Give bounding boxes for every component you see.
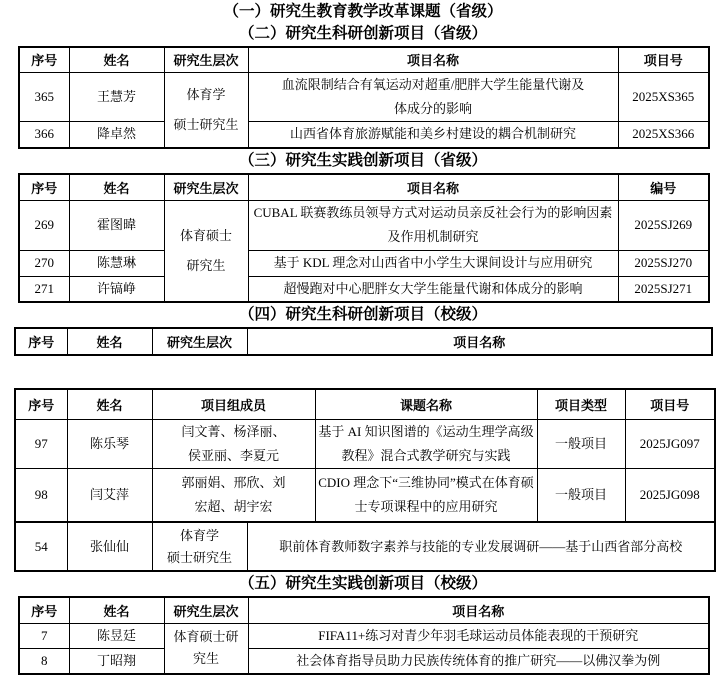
table-row [15,522,715,571]
cell-name: 闫艾萍 [67,468,152,522]
table-provincial-research-innovation [18,46,710,149]
cell-members: 郭丽娟、邢欣、刘宏超、胡宇宏 [152,468,315,522]
col-header-type: 项目类型 [537,389,625,419]
section-heading-1: （一）研究生教育教学改革课题（省级） [223,3,503,20]
cell-title: 基于 AI 知识图谱的《运动生理学高级教程》混合式教学研究与实践 [315,419,537,468]
table-row [19,72,709,121]
cell-project: 血流限制结合有氧运动对超重/肥胖大学生能量代谢及体成分的影响 [248,72,618,121]
col-header-serial: 序号 [19,174,69,200]
cell-name: 王慧芳 [69,72,164,121]
col-header-level: 研究生层次 [164,174,248,200]
blank-gap [0,356,726,388]
cell-project: CUBAL 联赛教练员领导方式对运动员亲反社会行为的影响因素及作用机制研究 [248,200,618,250]
cell-name: 陈乐琴 [67,419,152,468]
table-row [19,200,709,250]
col-header-name: 姓名 [67,389,152,419]
table-row [19,121,709,148]
cell-level: 体育学 硕士研究生 [152,522,247,571]
cell-project: 职前体育教师数字素养与技能的专业发展调研——基于山西省部分高校 [247,522,715,571]
section-heading-4: （四）研究生科研创新项目（校级） [238,306,487,323]
cell-code: 2025JG097 [625,419,715,468]
section-heading-5: （五）研究生实践创新项目（校级） [238,575,487,592]
col-header-serial: 序号 [15,389,67,419]
cell-project: 超慢跑对中心肥胖女大学生能量代谢和体成分的影响 [248,276,618,302]
col-header-level: 研究生层次 [164,597,248,623]
cell-name: 陈昱廷 [69,623,164,648]
section-heading-2: （二）研究生科研创新项目（省级） [238,25,487,42]
cell-level: 体育硕士研 究生 [164,623,248,674]
col-header-serial: 序号 [15,328,67,355]
cell-name: 许镐峥 [69,276,164,302]
cell-level: 体育学 硕士研究生 [164,72,248,148]
table-provincial-practice-innovation [18,173,710,303]
col-header-code: 项目号 [625,389,715,419]
table-campus-teaching-reform [14,388,716,523]
col-header-serial: 序号 [19,597,69,623]
cell-project: 山西省体育旅游赋能和美乡村建设的耦合机制研究 [248,121,618,148]
col-header-name: 姓名 [69,174,164,200]
col-header-code: 项目号 [618,47,709,72]
table-campus-research-row [14,521,716,572]
table-row [19,648,709,674]
col-header-project: 项目名称 [248,597,709,623]
cell-code: 2025JG098 [625,468,715,522]
cell-code: 2025SJ270 [618,250,709,276]
col-header-members: 项目组成员 [152,389,315,419]
cell-serial: 366 [19,121,69,148]
cell-name: 降卓然 [69,121,164,148]
table-row [15,468,715,522]
cell-serial: 97 [15,419,67,468]
col-header-name: 姓名 [69,47,164,72]
cell-serial: 8 [19,648,69,674]
cell-name: 丁昭翔 [69,648,164,674]
col-header-serial: 序号 [19,47,69,72]
cell-serial: 365 [19,72,69,121]
table-campus-practice-innovation [18,596,710,675]
cell-serial: 270 [19,250,69,276]
col-header-project: 项目名称 [248,47,618,72]
cell-serial: 269 [19,200,69,250]
col-header-code: 编号 [618,174,709,200]
table-row [19,250,709,276]
cell-members: 闫文菁、杨泽丽、侯亚丽、李夏元 [152,419,315,468]
cell-project: 社会体育指导员助力民族传统体育的推广研究——以佛汉拳为例 [248,648,709,674]
col-header-name: 姓名 [67,328,152,355]
table-row [19,623,709,648]
cell-serial: 7 [19,623,69,648]
cell-serial: 98 [15,468,67,522]
cell-code: 2025XS366 [618,121,709,148]
cell-code: 2025SJ271 [618,276,709,302]
col-header-title: 课题名称 [315,389,537,419]
section-heading-3: （三）研究生实践创新项目（省级） [238,152,487,169]
cell-project: FIFA11+练习对青少年羽毛球运动员体能表现的干预研究 [248,623,709,648]
col-header-level: 研究生层次 [152,328,247,355]
col-header-level: 研究生层次 [164,47,248,72]
cell-serial: 54 [15,522,67,571]
cell-name: 霍图暐 [69,200,164,250]
cell-title: CDIO 理念下“三维协同”模式在体育硕士专项课程中的应用研究 [315,468,537,522]
cell-type: 一般项目 [537,468,625,522]
cell-name: 陈慧琳 [69,250,164,276]
table-row [19,276,709,302]
table-campus-research-innovation-header [14,327,713,356]
cell-code: 2025SJ269 [618,200,709,250]
cell-level: 体育硕士 研究生 [164,200,248,302]
cell-name: 张仙仙 [67,522,152,571]
cell-code: 2025XS365 [618,72,709,121]
cell-project: 基于 KDL 理念对山西省中小学生大课间设计与应用研究 [248,250,618,276]
col-header-project: 项目名称 [247,328,712,355]
col-header-project: 项目名称 [248,174,618,200]
table-row [15,419,715,468]
cell-type: 一般项目 [537,419,625,468]
col-header-name: 姓名 [69,597,164,623]
cell-serial: 271 [19,276,69,302]
